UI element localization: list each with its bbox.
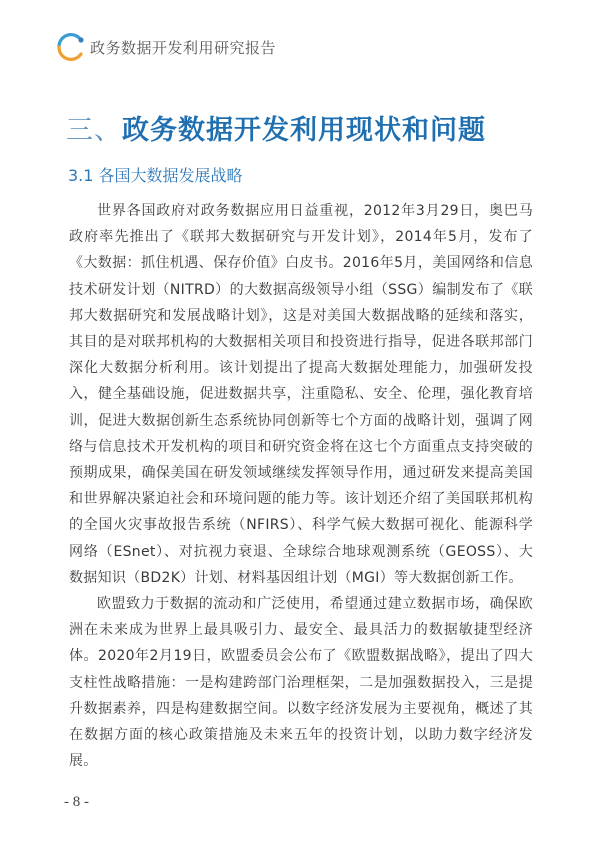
paragraph-us-strategy: 世界各国政府对政务数据应用日益重视，2012年3月29日，奥巴马政府率先推出了《联邦大数据研究与开发计划》，2014年5月，发布了《大数据：抓住机遇、保存价值》白皮书。2016年5月，美国网络和信息技术研发计划（NITRD）的大数据高级领导小组（SSG）编制发布了《联邦大数据研究和发展战略计划》，这是对美国大数据战略的延续和落实，其目的是对联邦机构的大数据相关项目和投资进行指导，促进各联邦部门深化大数据分析利用。该计划提出了提高大数据处理能力，加强研发投入，健全基础设施，促进数据共享，注重隐私、安全、伦理，强化教育培训，促进大数据创新生态系统协同创新等七个方面的战略计划，强调了网络与信息技术开发机构的项目和研究资金将在这七个方面重点支持突破的预期成果，确保美国在研发领域继续发挥领导作用，通过研发来提高美国和世界解决紧迫社会和环境问题的能力等。该计划还介绍了美国联邦机构的全国火灾事故报告系统（NFIRS）、科学气候大数据可视化、能源科学网络（ESnet）、对抗视力衰退、全球综合地球观测系统（GEOSS）、大数据知识（BD2K）计划、材料基因组计划（MGI）等大数据创新工作。 [69, 203, 533, 586]
chapter-number: 三、 [66, 115, 122, 146]
report-logo-icon [56, 32, 86, 62]
paragraph-eu-strategy: 欧盟致力于数据的流动和广泛使用，希望通过建立数据市场，确保欧洲在未来成为世界上最具吸引力、最安全、最具活力的数据敏捷型经济体。2020年2月19日，欧盟委员会公布了《欧盟数据战略》，提出了四大支柱性战略措施：一是构建跨部门治理框架，二是加强数据投入，三是提升数据素养，四是构建数据空间。以数字经济发展为主要视角，概述了其在数据方面的核心政策措施及未来五年的投资计划，以助力数字经济发展。 [69, 596, 533, 770]
section-heading: 3.1 各国大数据发展战略 [68, 166, 243, 185]
page-number: - 8 - [64, 794, 89, 810]
chapter-heading [66, 108, 486, 147]
running-header [56, 30, 276, 64]
report-title: 政务数据开发利用研究报告 [90, 38, 277, 57]
body-text [69, 198, 533, 774]
chapter-title: 政务数据开发利用现状和问题 [122, 115, 486, 146]
